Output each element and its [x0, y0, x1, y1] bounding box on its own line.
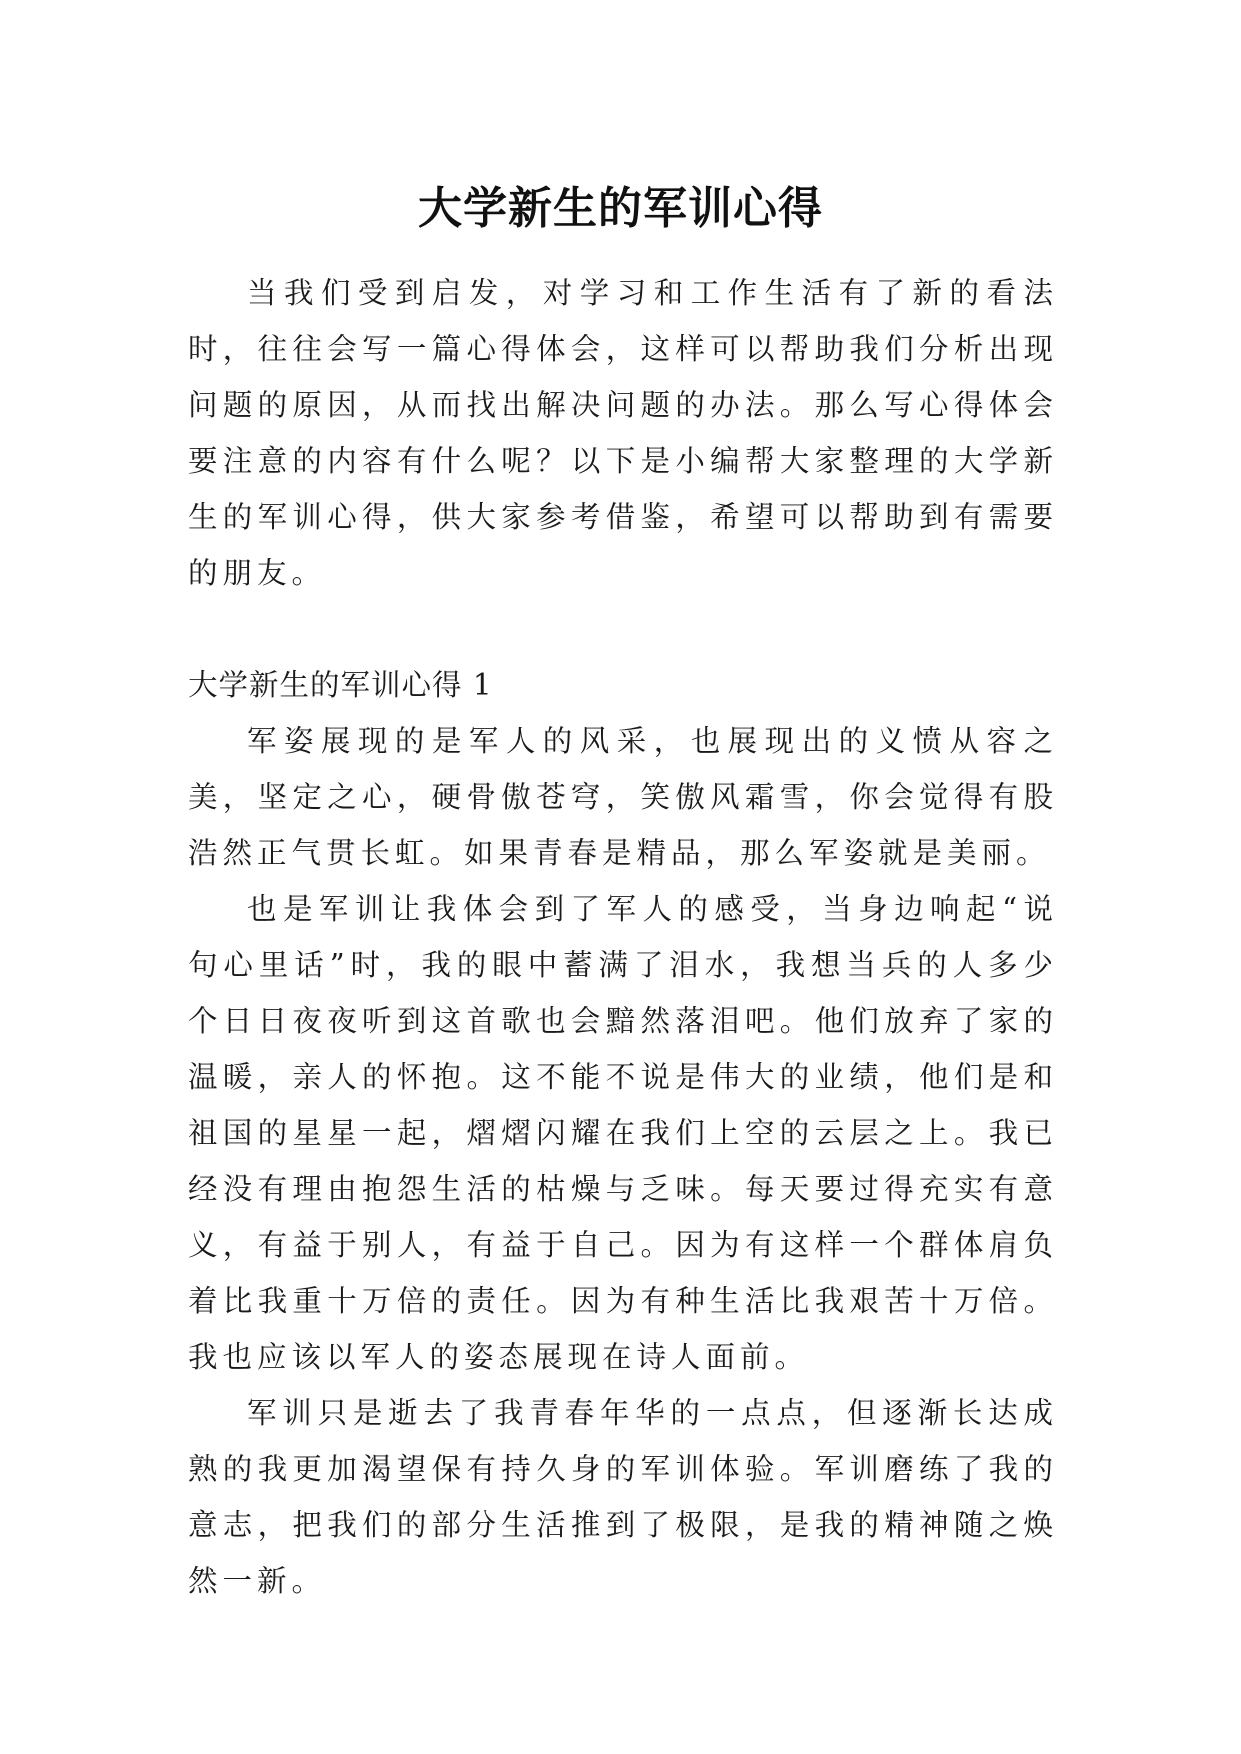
document-title: 大学新生的军训心得	[418, 183, 823, 235]
document-body	[188, 265, 1058, 1609]
intro-paragraph: 当我们受到启发，对学习和工作生活有了新的看法时，往往会写一篇心得体会，这样可以帮助我们分析出现问题的原因，从而找出解决问题的办法。那么写心得体会要注意的内容有什么呢？以下是小编帮大家整理的大学新生的军训心得，供大家参考借鉴，希望可以帮助到有需要的朋友。	[188, 276, 1058, 590]
body-paragraph-1: 军姿展现的是军人的风采，也展现出的义愤从容之美，坚定之心，硬骨傲苍穹，笑傲风霜雪，你会觉得有股浩然正气贯长虹。如果青春是精品，那么军姿就是美丽。	[188, 724, 1058, 870]
body-paragraph-2: 也是军训让我体会到了军人的感受，当身边响起“说句心里话”时，我的眼中蓄满了泪水，我想当兵的人多少个日日夜夜听到这首歌也会黯然落泪吧。他们放弃了家的温暖，亲人的怀抱。这不能不说是伟大的业绩，他们是和祖国的星星一起，熠熠闪耀在我们上空的云层之上。我已经没有理由抱怨生活的枯燥与乏味。每天要过得充实有意义，有益于别人，有益于自己。因为有这样一个群体肩负着比我重十万倍的责任。因为有种生活比我艰苦十万倍。我也应该以军人的姿态展现在诗人面前。	[188, 892, 1058, 1374]
section-heading: 大学新生的军训心得 1	[188, 668, 493, 702]
body-paragraph-3: 军训只是逝去了我青春年华的一点点，但逐渐长达成熟的我更加渴望保有持久身的军训体验。军训磨练了我的意志，把我们的部分生活推到了极限，是我的精神随之焕然一新。	[188, 1396, 1058, 1598]
